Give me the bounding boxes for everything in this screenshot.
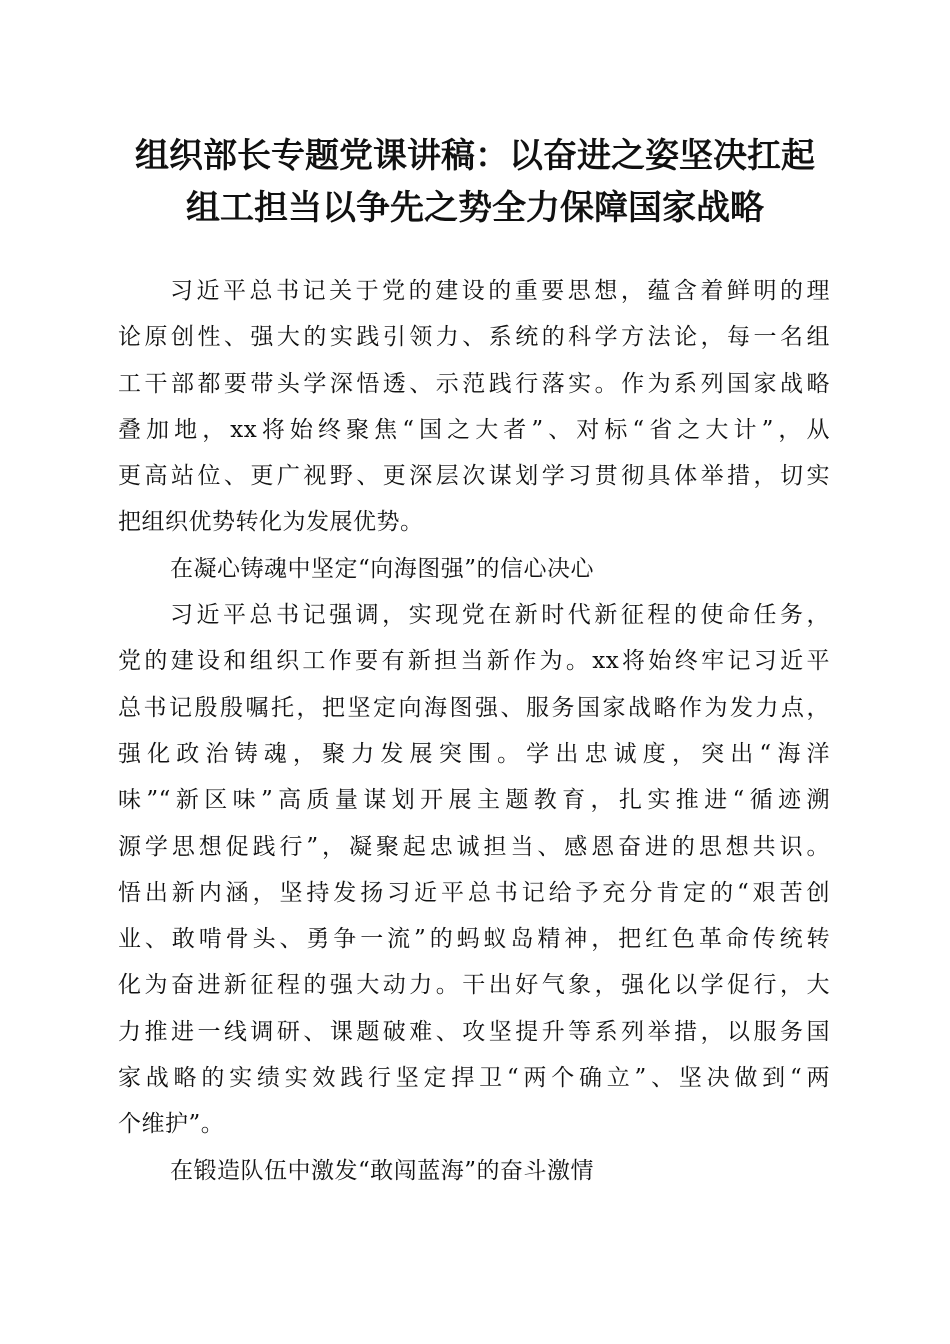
document-body [118,268,830,1194]
paragraph-line: 工干部都要带头学深悟透、示范践行落实。作为系列国家战略 [118,370,830,397]
document-title [100,130,850,234]
title-line-2: 组工担当以争先之势全力保障国家战略 [186,188,764,228]
paragraph-line: 习近平总书记关于党的建设的重要思想，蕴含着鲜明的理 [170,278,830,304]
paragraph-line: 论原创性、强大的实践引领力、系统的科学方法论，每一名组 [118,324,830,351]
paragraph-line: 力推进一线调研、课题破难、攻坚提升等系列举措，以服务国 [118,1018,830,1045]
paragraph-line: 叠加地，xx将始终聚焦“国之大者”、对标“省之大计”，从 [118,416,830,443]
paragraph-line: 家战略的实绩实效践行坚定捍卫“两个确立”、坚决做到“两 [118,1065,830,1092]
paragraph-line: 习近平总书记强调，实现党在新时代新征程的使命任务， [170,602,830,629]
paragraph-line: 味”“新区味”高质量谋划开展主题教育，扎实推进“循迹溯 [118,787,830,814]
paragraph-line: 业、敢啃骨头、勇争一流”的蚂蚁岛精神，把红色革命传统转 [118,926,830,953]
paragraph-line: 悟出新内涵，坚持发扬习近平总书记给予充分肯定的“艰苦创 [118,879,830,906]
paragraph-1 [118,268,830,546]
paragraph-line: 化为奋进新征程的强大动力。干出好气象，强化以学促行，大 [118,972,830,999]
section-heading-1: 在凝心铸魂中坚定“向海图强”的信心决心 [170,555,595,582]
title-line-1: 组织部长专题党课讲稿：以奋进之姿坚决扛起 [135,136,815,176]
paragraph-line: 强化政治铸魂，聚力发展突围。学出忠诚度，突出“海洋 [118,740,830,767]
paragraph-line: 源学思想促践行”，凝聚起忠诚担当、感恩奋进的思想共识。 [118,833,830,860]
paragraph-line: 个维护”。 [118,1111,225,1138]
section-heading-2: 在锻造队伍中激发“敢闯蓝海”的奋斗激情 [170,1157,595,1184]
paragraph-line: 总书记殷殷嘱托，把坚定向海图强、服务国家战略作为发力点， [118,694,830,721]
paragraph-line: 更高站位、更广视野、更深层次谋划学习贯彻具体举措，切实 [118,463,830,490]
paragraph-line: 把组织优势转化为发展优势。 [118,509,424,536]
paragraph-line: 党的建设和组织工作要有新担当新作为。xx将始终牢记习近平 [118,648,830,675]
paragraph-2 [118,592,830,1148]
